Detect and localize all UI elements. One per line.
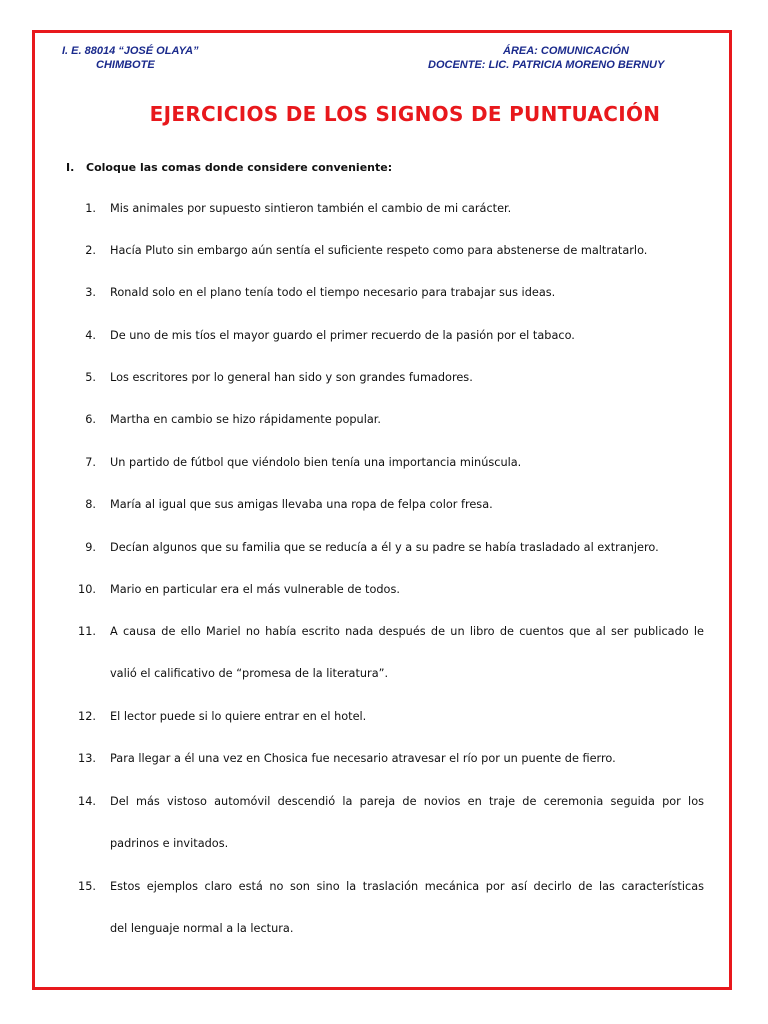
item-text-continuation: del lenguaje normal a la lectura.: [110, 922, 294, 935]
item-text: Los escritores por lo general han sido y son grandes fumadores.: [110, 371, 473, 384]
item-text: Estos ejemplos claro está no son sino la traslación mecánica por así decirlo de las características: [110, 880, 704, 893]
subject-area: ÁREA: COMUNICACIÓN: [503, 45, 629, 57]
item-number: 15.: [78, 880, 96, 893]
item-text: Un partido de fútbol que viéndolo bien tenía una importancia minúscula.: [110, 456, 522, 469]
item-number: 2.: [85, 244, 96, 257]
page-title: EJERCICIOS DE LOS SIGNOS DE PUNTUACIÓN: [149, 102, 661, 126]
section-numeral: I.: [66, 161, 75, 174]
teacher-name: DOCENTE: LIC. PATRICIA MORENO BERNUY: [428, 59, 665, 71]
item-number: 10.: [78, 583, 96, 596]
item-text-continuation: padrinos e invitados.: [110, 837, 229, 850]
item-number: 13.: [78, 752, 96, 765]
item-number: 5.: [85, 371, 96, 384]
item-text: De uno de mis tíos el mayor guardo el primer recuerdo de la pasión por el tabaco.: [110, 329, 575, 342]
item-number: 4.: [85, 329, 96, 342]
section-heading: [66, 161, 392, 174]
item-text: A causa de ello Mariel no había escrito nada después de un libro de cuentos que al ser publicado le: [110, 625, 704, 638]
item-number: 11.: [78, 625, 96, 638]
page-header: [0, 44, 768, 76]
item-number: 6.: [85, 413, 96, 426]
section-instruction: Coloque las comas donde considere conveniente:: [86, 161, 393, 174]
item-text: María al igual que sus amigas llevaba una ropa de felpa color fresa.: [110, 498, 493, 511]
school-city: CHIMBOTE: [96, 59, 155, 71]
item-number: 8.: [85, 498, 96, 511]
item-number: 14.: [78, 795, 96, 808]
item-text: Decían algunos que su familia que se reducía a él y a su padre se había trasladado al extranjero.: [110, 541, 659, 554]
item-text: Del más vistoso automóvil descendió la pareja de novios en traje de ceremonia seguida por los: [110, 795, 704, 808]
item-text: El lector puede si lo quiere entrar en el hotel.: [110, 710, 367, 723]
item-text: Martha en cambio se hizo rápidamente popular.: [110, 413, 381, 426]
item-text: Para llegar a él una vez en Chosica fue necesario atravesar el río por un puente de fierro.: [110, 752, 616, 765]
item-number: 7.: [85, 456, 96, 469]
item-text: Hacía Pluto sin embargo aún sentía el suficiente respeto como para abstenerse de maltratarlo.: [110, 244, 648, 257]
item-text: Ronald solo en el plano tenía todo el tiempo necesario para trabajar sus ideas.: [110, 286, 556, 299]
item-number: 1.: [85, 202, 96, 215]
item-text: Mis animales por supuesto sintieron también el cambio de mi carácter.: [110, 202, 512, 215]
item-number: 9.: [85, 541, 96, 554]
school-name: I. E. 88014 “JOSÉ OLAYA”: [62, 45, 199, 57]
item-number: 12.: [78, 710, 96, 723]
item-number: 3.: [85, 286, 96, 299]
item-text-continuation: valió el calificativo de “promesa de la literatura”.: [110, 667, 389, 680]
item-text: Mario en particular era el más vulnerable de todos.: [110, 583, 400, 596]
